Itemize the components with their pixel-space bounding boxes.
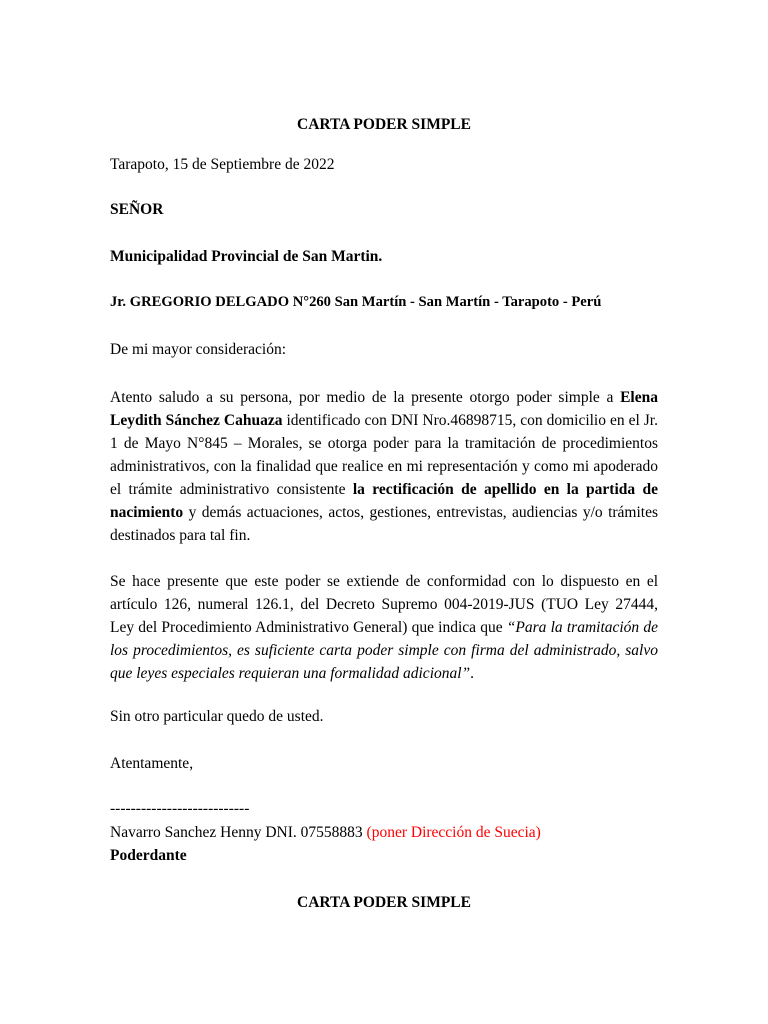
recipient-address: Jr. GREGORIO DELGADO N°260 San Martín - San Martín - Tarapoto - Perú (110, 294, 602, 310)
p1-text-3: y demás actuaciones, actos, gestiones, entrevistas, audiencias y/o trámites destinados para tal fin. (110, 504, 658, 544)
legal-quote: “Para la tramitación de los procedimientos, es suficiente carta poder simple con firma del administrado, salvo que leyes especiales requieran una formalidad adicional” (110, 619, 659, 682)
signer-name: Navarro Sanchez Henny DNI. 07558883 (110, 824, 367, 841)
signature-line: --------------------------- (110, 800, 250, 817)
greeting: De mi mayor consideración: (110, 341, 287, 358)
signer-info (110, 824, 658, 842)
paragraph-legal-basis (110, 570, 658, 685)
signer-role: Poderdante (110, 847, 187, 864)
p1-text-2: identificado con DNI Nro.46898715, con domicilio en el Jr. 1 de Mayo N°845 – Morales, se otorga poder para la tramitación de procedimientos administrativos, con la finalidad que realice en mi representación y como mi apoderado el trámite administrativo consistente (110, 412, 658, 498)
paragraph-power-grant (110, 386, 658, 547)
p2-text-1: Se hace presente que este poder se extiende de conformidad con lo dispuesto en el artículo 126, numeral 126.1, del Decreto Supremo 004-2019-JUS (TUO Ley 27444, Ley del Procedimiento Administrativo General) que indica que (110, 573, 658, 636)
procedure-description: la rectificación de apellido en la partida de nacimiento (110, 481, 658, 521)
signer-note: (poner Dirección de Suecia) (366, 824, 541, 841)
p1-text-1: Atento saludo a su persona, por medio de la presente otorgo poder simple a (110, 389, 621, 406)
attorney-name: Elena Leydith Sánchez Cahuaza (110, 389, 658, 429)
recipient-entity: Municipalidad Provincial de San Martin. (110, 248, 383, 265)
closing-phrase: Sin otro particular quedo de usted. (110, 708, 324, 725)
sign-off: Atentamente, (110, 755, 194, 772)
document-title-repeat: CARTA PODER SIMPLE (297, 894, 471, 911)
salutation: SEÑOR (110, 201, 164, 218)
p2-text-2: . (470, 665, 475, 682)
document-title: CARTA PODER SIMPLE (297, 116, 471, 133)
place-date: Tarapoto, 15 de Septiembre de 2022 (110, 156, 335, 173)
